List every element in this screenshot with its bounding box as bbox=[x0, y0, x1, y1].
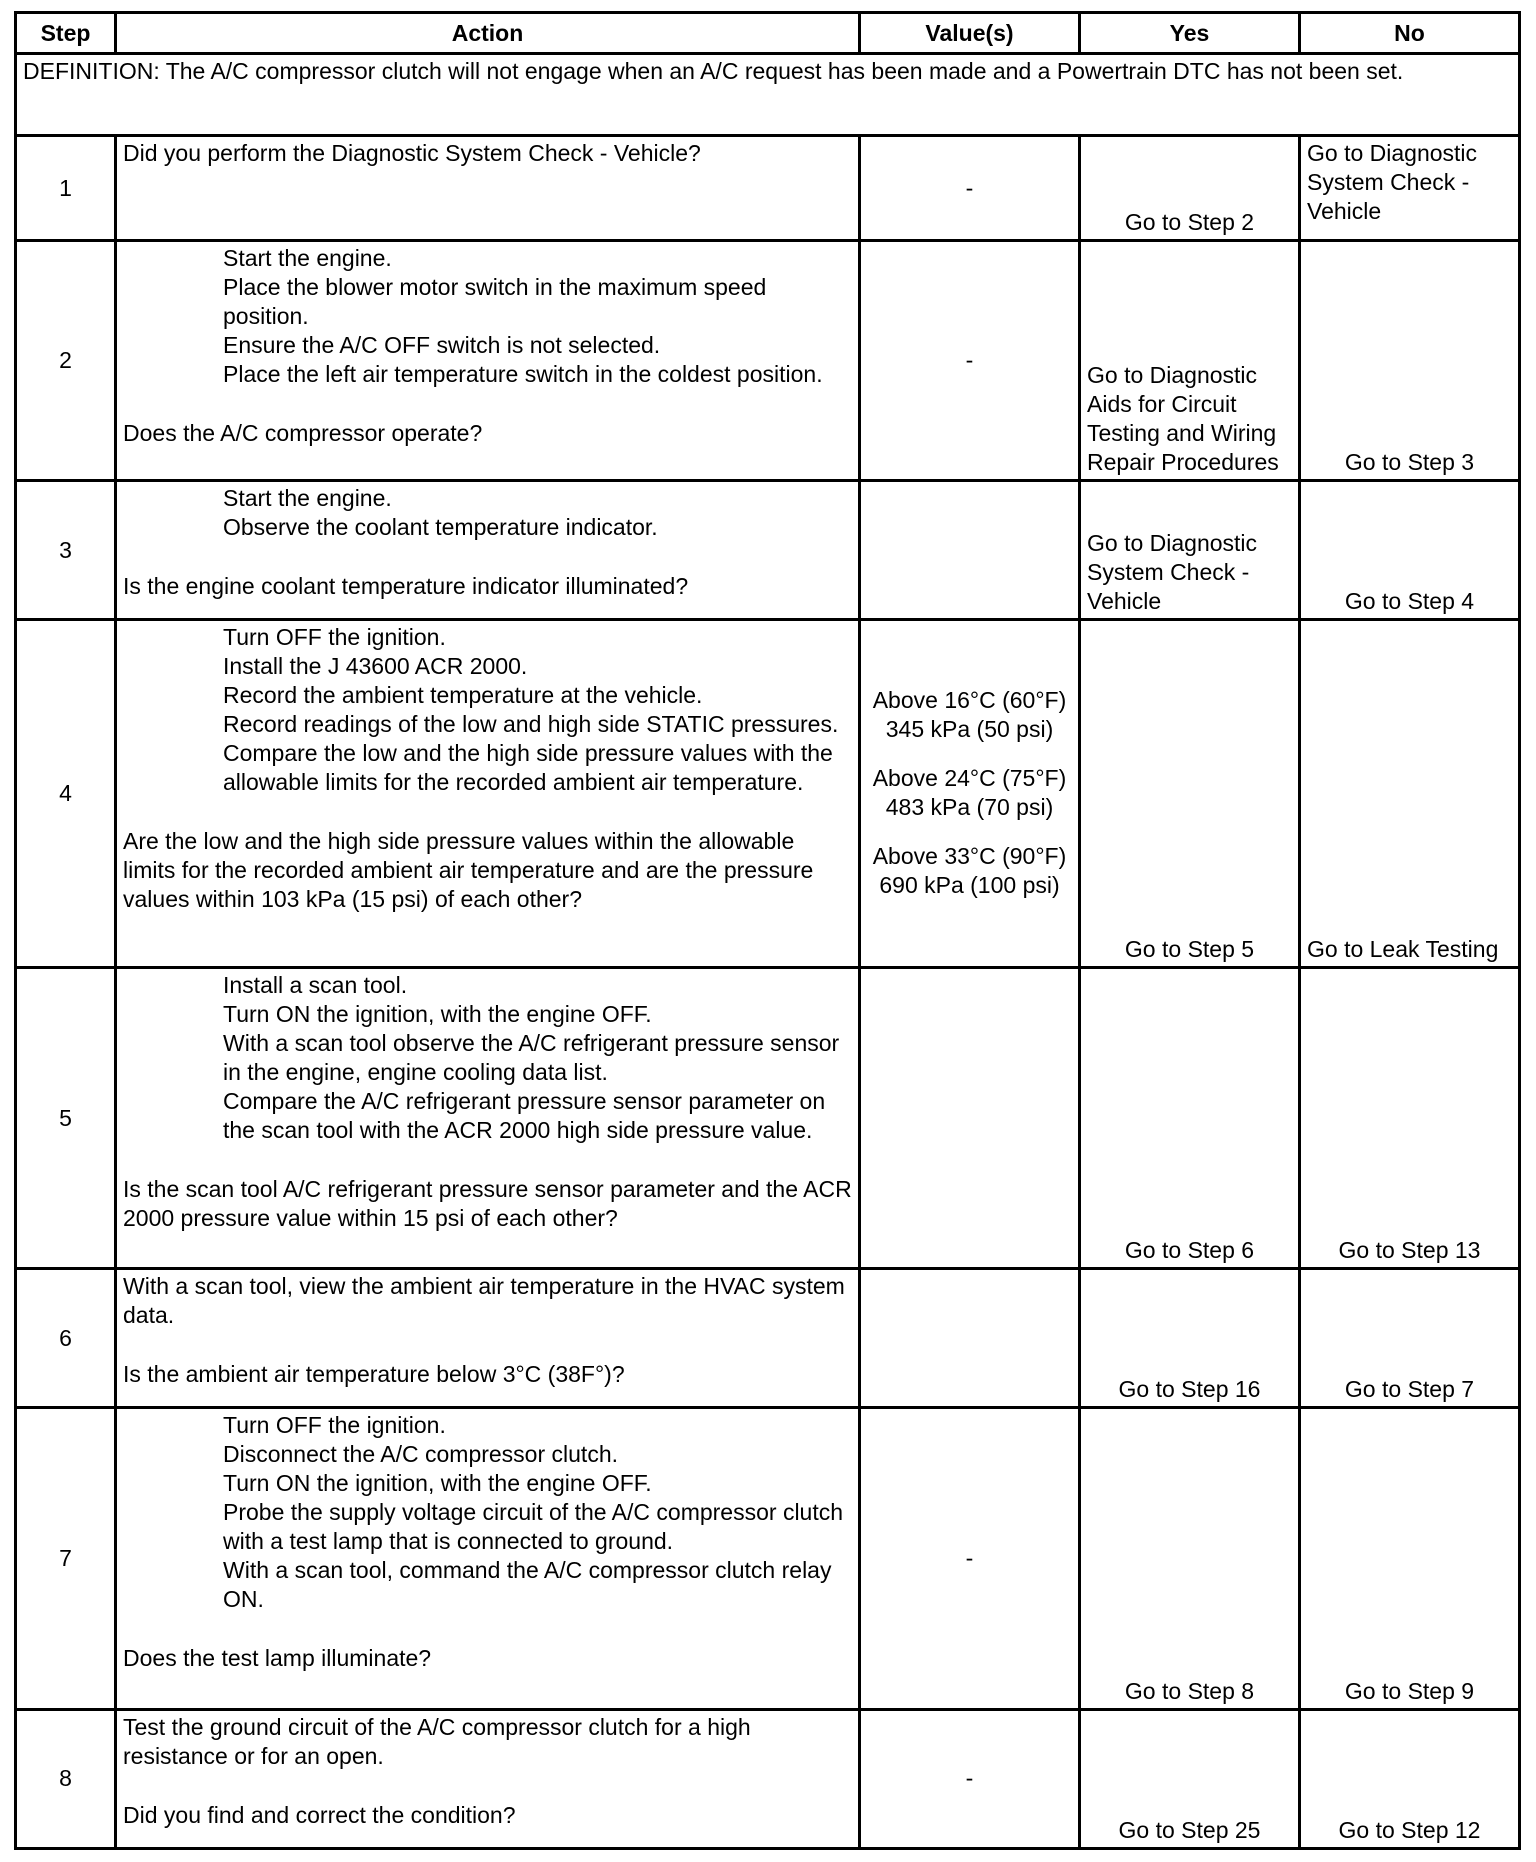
action-item: Record the ambient temperature at the vehicle. bbox=[223, 682, 703, 709]
no-cell: Go to Step 4 bbox=[1300, 481, 1520, 620]
action-cell bbox=[116, 481, 860, 620]
action-item: Ensure the A/C OFF switch is not selected. bbox=[223, 332, 661, 359]
step-number: 6 bbox=[16, 1269, 116, 1408]
table-row bbox=[16, 241, 1520, 481]
action-item: Compare the A/C refrigerant pressure sensor parameter on the scan tool with the ACR 2000 high side pressure value. bbox=[223, 1087, 826, 1143]
value-cell bbox=[860, 620, 1080, 968]
step-lead: With a scan tool, view the ambient air temperature in the HVAC system data. bbox=[123, 1273, 845, 1329]
step-question: Did you find and correct the condition? bbox=[123, 1801, 516, 1828]
step-question: Does the A/C compressor operate? bbox=[123, 420, 483, 447]
pressure-limit: Above 33°C (90°F) 690 kPa (100 psi) bbox=[872, 843, 1067, 899]
step-question: Are the low and the high side pressure values within the allowable limits for the recorded ambient air temperature and are the pressure values within 103 kPa (15 psi) of each other? bbox=[123, 828, 814, 913]
no-cell: Go to Step 12 bbox=[1300, 1709, 1520, 1848]
value-cell bbox=[860, 967, 1080, 1269]
action-cell bbox=[116, 241, 860, 481]
action-item: Place the left air temperature switch in the coldest position. bbox=[223, 361, 823, 388]
no-cell: Go to Leak Testing bbox=[1300, 620, 1520, 968]
yes-cell: Go to Step 16 bbox=[1080, 1269, 1300, 1408]
action-item: Turn OFF the ignition. bbox=[223, 1412, 446, 1439]
header-row bbox=[16, 13, 1520, 54]
action-item: Compare the low and the high side pressure values with the allowable limits for the recorded ambient air temperature. bbox=[223, 740, 833, 796]
action-item: Turn OFF the ignition. bbox=[223, 624, 446, 651]
pressure-limit: Above 24°C (75°F) 483 kPa (70 psi) bbox=[872, 765, 1067, 821]
header-step: Step bbox=[16, 13, 116, 54]
yes-cell: Go to Diagnostic Aids for Circuit Testing and Wiring Repair Procedures bbox=[1080, 241, 1300, 481]
action-item: Install the J 43600 ACR 2000. bbox=[223, 653, 528, 680]
action-item: Start the engine. bbox=[223, 245, 392, 272]
no-cell: Go to Step 9 bbox=[1300, 1408, 1520, 1710]
action-list bbox=[223, 971, 852, 1145]
yes-cell: Go to Step 8 bbox=[1080, 1408, 1300, 1710]
step-number: 4 bbox=[16, 620, 116, 968]
header-action: Action bbox=[116, 13, 860, 54]
action-list bbox=[223, 1411, 852, 1614]
action-item: With a scan tool, command the A/C compressor clutch relay ON. bbox=[223, 1557, 832, 1613]
no-cell: Go to Diagnostic System Check - Vehicle bbox=[1300, 135, 1520, 240]
pressure-limit: Above 16°C (60°F) 345 kPa (50 psi) bbox=[872, 687, 1067, 743]
yes-cell: Go to Step 5 bbox=[1080, 620, 1300, 968]
action-list bbox=[223, 623, 852, 797]
action-cell bbox=[116, 1408, 860, 1710]
no-cell: Go to Step 3 bbox=[1300, 241, 1520, 481]
table-row bbox=[16, 1269, 1520, 1408]
step-question: Did you perform the Diagnostic System Check - Vehicle? bbox=[123, 139, 701, 166]
diagnostic-table bbox=[14, 11, 1521, 1850]
definition-row bbox=[16, 54, 1520, 136]
action-item: Turn ON the ignition, with the engine OFF. bbox=[223, 1470, 652, 1497]
action-item: Observe the coolant temperature indicator. bbox=[223, 514, 658, 541]
definition-text: DEFINITION: The A/C compressor clutch will not engage when an A/C request has been made and a Powertrain DTC has not been set. bbox=[16, 54, 1520, 136]
value-cell: - bbox=[860, 135, 1080, 240]
header-no: No bbox=[1300, 13, 1520, 54]
value-cell bbox=[860, 1269, 1080, 1408]
yes-cell: Go to Step 2 bbox=[1080, 135, 1300, 240]
step-number: 1 bbox=[16, 135, 116, 240]
step-number: 3 bbox=[16, 481, 116, 620]
table-row bbox=[16, 1408, 1520, 1710]
step-number: 7 bbox=[16, 1408, 116, 1710]
action-item: Record readings of the low and high side STATIC pressures. bbox=[223, 711, 839, 738]
value-cell: - bbox=[860, 241, 1080, 481]
action-item: Place the blower motor switch in the maximum speed position. bbox=[223, 274, 767, 330]
value-cell: - bbox=[860, 1408, 1080, 1710]
table-row bbox=[16, 1709, 1520, 1848]
table-row bbox=[16, 135, 1520, 240]
step-number: 8 bbox=[16, 1709, 116, 1848]
action-item: Disconnect the A/C compressor clutch. bbox=[223, 1441, 618, 1468]
yes-cell: Go to Diagnostic System Check - Vehicle bbox=[1080, 481, 1300, 620]
action-cell bbox=[116, 620, 860, 968]
action-item: Probe the supply voltage circuit of the A/C compressor clutch with a test lamp that is connected to ground. bbox=[223, 1499, 844, 1555]
yes-cell: Go to Step 6 bbox=[1080, 967, 1300, 1269]
step-question: Does the test lamp illuminate? bbox=[123, 1645, 432, 1672]
no-cell: Go to Step 13 bbox=[1300, 967, 1520, 1269]
step-question: Is the ambient air temperature below 3°C (38F°)? bbox=[123, 1361, 625, 1388]
yes-cell: Go to Step 25 bbox=[1080, 1709, 1300, 1848]
action-cell bbox=[116, 1269, 860, 1408]
action-cell bbox=[116, 135, 860, 240]
action-item: Install a scan tool. bbox=[223, 971, 408, 998]
action-cell bbox=[116, 1709, 860, 1848]
header-yes: Yes bbox=[1080, 13, 1300, 54]
value-cell bbox=[860, 481, 1080, 620]
table-row bbox=[16, 620, 1520, 968]
action-item: With a scan tool observe the A/C refrigerant pressure sensor in the engine, engine cooling data list. bbox=[223, 1029, 840, 1085]
step-question: Is the scan tool A/C refrigerant pressure sensor parameter and the ACR 2000 pressure value within 15 psi of each other? bbox=[123, 1175, 852, 1231]
header-values: Value(s) bbox=[860, 13, 1080, 54]
no-cell: Go to Step 7 bbox=[1300, 1269, 1520, 1408]
action-item: Turn ON the ignition, with the engine OFF. bbox=[223, 1000, 652, 1027]
action-cell bbox=[116, 967, 860, 1269]
step-lead: Test the ground circuit of the A/C compressor clutch for a high resistance or for an open. bbox=[123, 1713, 751, 1769]
table-row bbox=[16, 481, 1520, 620]
value-cell: - bbox=[860, 1709, 1080, 1848]
step-question: Is the engine coolant temperature indicator illuminated? bbox=[123, 573, 689, 600]
table-row bbox=[16, 967, 1520, 1269]
step-number: 5 bbox=[16, 967, 116, 1269]
action-item: Start the engine. bbox=[223, 485, 392, 512]
action-list bbox=[223, 484, 852, 542]
step-number: 2 bbox=[16, 241, 116, 481]
action-list bbox=[223, 244, 852, 389]
